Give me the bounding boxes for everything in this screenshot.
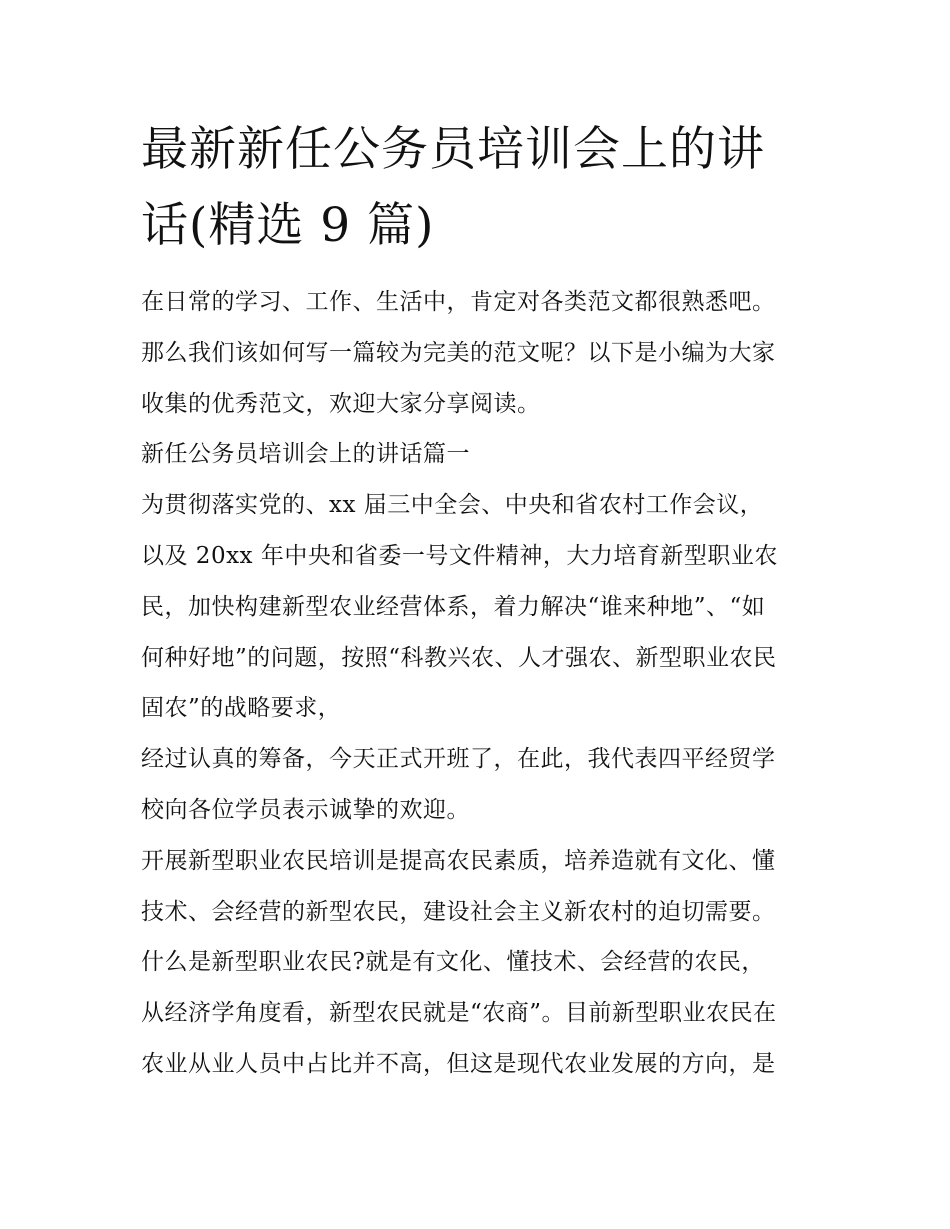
body-line: 经过认真的筹备，今天正式开班了，在此，我代表四平经贸学 <box>141 746 776 773</box>
body-line: 为贯彻落实党的、xx 届三中全会、中央和省农村工作会议， <box>141 492 764 519</box>
body-line: 农业从业人员中占比并不高，但这是现代农业发展的方向，是 <box>141 1050 776 1077</box>
body-line: 在日常的学习、工作、生活中，肯定对各类范文都很熟悉吧。 <box>141 289 776 315</box>
title-line-1: 最新新任公务员培训会上的讲 <box>141 122 765 177</box>
body-line: 何种好地”的问题，按照“科教兴农、人才强农、新型职业农民 <box>141 644 777 671</box>
body-line: 固农”的战略要求， <box>141 695 342 722</box>
document-title <box>141 112 821 264</box>
title-line-2: 话(精选 9 篇) <box>141 198 435 253</box>
body-line: 校向各位学员表示诚挚的欢迎。 <box>141 796 470 823</box>
body-line: 民，加快构建新型农业经营体系，着力解决“谁来种地”、“如 <box>141 593 766 620</box>
body-line: 什么是新型职业农民?就是有文化、懂技术、会经营的农民， <box>141 949 765 976</box>
body-line: 开展新型职业农民培训是提高农民素质，培养造就有文化、懂 <box>141 847 776 874</box>
body-line: 以及 20xx 年中央和省委一号文件精神，大力培育新型职业农 <box>141 542 778 569</box>
body-line: 收集的优秀范文，欢迎大家分享阅读。 <box>141 390 541 417</box>
body-line: 那么我们该如何写一篇较为完美的范文呢？以下是小编为大家 <box>141 339 776 366</box>
document-body <box>141 277 821 1090</box>
section-heading: 新任公务员培训会上的讲话篇一 <box>141 441 470 468</box>
body-line: 技术、会经营的新型农民，建设社会主义新农村的迫切需要。 <box>141 898 776 925</box>
body-line: 从经济学角度看，新型农民就是“农商”。目前新型职业农民在 <box>141 1000 777 1027</box>
